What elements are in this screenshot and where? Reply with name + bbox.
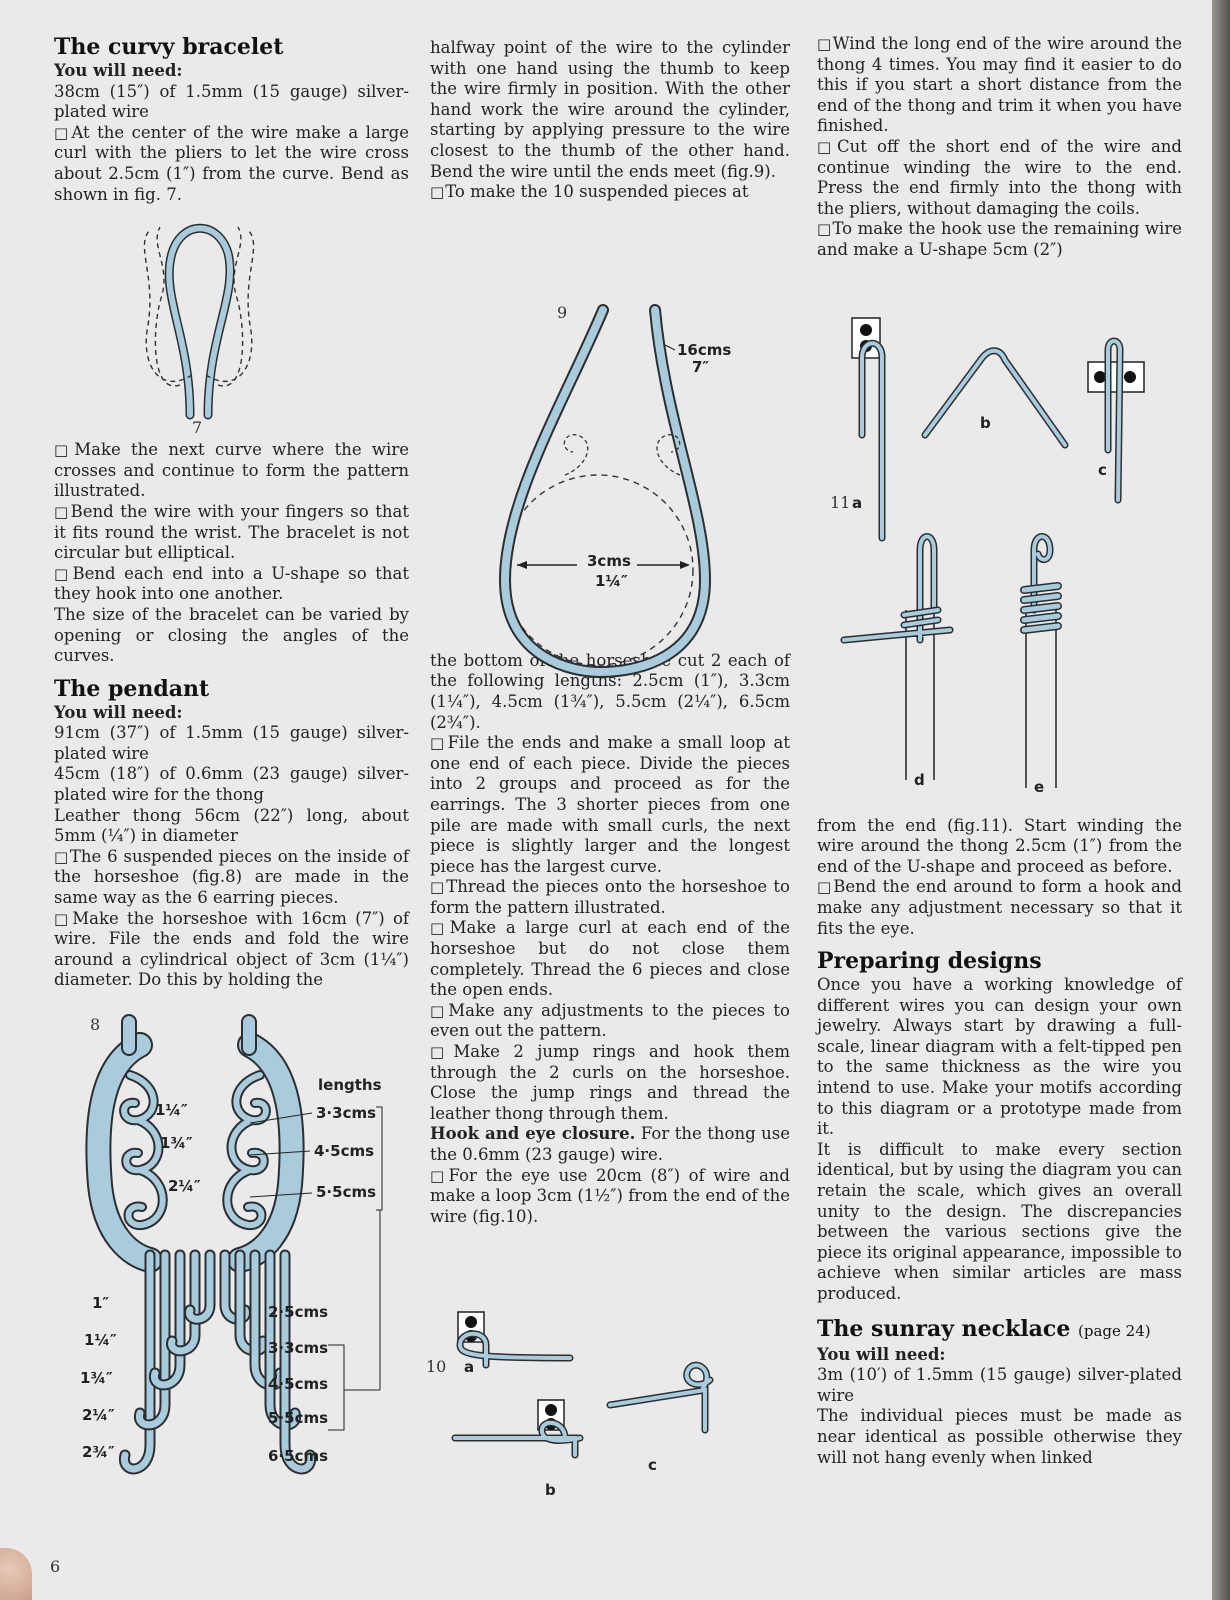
figure-8-left-label: 1¼″ [84, 1331, 117, 1349]
sunray-page-ref: (page 24) [1078, 1321, 1151, 1340]
page-edge [1212, 0, 1230, 1600]
bracelet-step: □ Make the next curve where the wire crosses and continue to form the pattern illustrated. [54, 440, 409, 502]
sunray-title: The sunray necklace [817, 1315, 1071, 1342]
bracelet-material: 38cm (15″) of 1.5mm (15 gauge) silver-plated wire [54, 81, 409, 122]
pendant-step: □ Make the horseshoe with 16cm (7″) of wire. File the ends and fold the wire around a cylindrical object of 3cm (1¼″) diameter. Do this by holding the [54, 909, 409, 991]
figure-8-side-label: 3·3cms [316, 1104, 377, 1122]
pendant-step: the bottom of the horseshoe cut 2 each of the following lengths: 2.5cm (1″), 3.3cm (1¼″), 4.5cm (1¾″), 5.5cm (2¼″), 6.5cm (2¾″). [430, 650, 790, 732]
pendant-step: □ File the ends and make a small loop at one end of each piece. Divide the pieces into 2 groups and proceed as for the earrings. The 3 shorter pieces from one pile are made with small curls, the next piece is slightly larger and the longest piece has the largest curve. [430, 733, 790, 877]
designs-paragraph: It is difficult to make every section identical, but by using the diagram you can retain the scale, which gives an overall unity to the design. The discrepancies between the various sections give the piece its original appearance, impossible to achieve when similar articles are mass produced. [817, 1139, 1182, 1303]
hook-eye-heading: Hook and eye closure. [430, 1124, 636, 1144]
figure-8-bottom-label: 5·5cms [268, 1409, 329, 1427]
figure-11-number: 11 [830, 493, 851, 512]
figure-7-number: 7 [192, 418, 203, 437]
figure-8-bottom-label: 3·3cms [268, 1339, 329, 1357]
bracelet-need-label: You will need: [54, 61, 183, 80]
figure-8-left-label: 2¾″ [82, 1443, 115, 1461]
figure-8 [80, 1005, 410, 1525]
sunray-need-label: You will need: [817, 1344, 946, 1364]
figure-11 [830, 310, 1170, 810]
bracelet-heading: The curvy bracelet [54, 34, 284, 60]
figure-8-bottom-label: 2·5cms [268, 1303, 329, 1321]
figure-9-length: 16cms [677, 341, 732, 359]
figure-9-length-inches: 7″ [692, 358, 710, 376]
figure-10-label-c: c [648, 1456, 657, 1474]
figure-10-label-a: a [464, 1358, 475, 1376]
pendant-material: Leather thong 56cm (22″) long, about 5mm (¼″) in diameter [54, 805, 409, 846]
figure-9-diameter: 3cms [587, 552, 631, 570]
figure-11-label-b: b [980, 414, 991, 432]
hook-eye-step: □ Wind the long end of the wire around the thong 4 times. You may find it easier to do this if you start a short distance from the end of the thong and trim it when you have finished. [817, 34, 1182, 137]
figure-8-inner-label: 2¼″ [168, 1177, 201, 1195]
figure-11-label-a: a [852, 494, 863, 512]
figure-8-bottom-label: 4·5cms [268, 1375, 329, 1393]
figure-11-label-c: c [1098, 461, 1107, 479]
hook-eye-text: For the thong use the 0.6mm (23 gauge) wire. [430, 1124, 790, 1164]
figure-8-left-label: 1″ [92, 1294, 110, 1312]
pendant-material: 91cm (37″) of 1.5mm (15 gauge) silver-plated wire [54, 723, 409, 763]
sunray-note: The individual pieces must be made as near identical as possible otherwise they will not hang evenly when linked [817, 1406, 1182, 1467]
hook-eye-step: □ Cut off the short end of the wire and continue winding the wire to the end. Press the end firmly into the thong with the pliers, without damaging the coils. [817, 137, 1182, 219]
figure-8-side-label: 4·5cms [314, 1142, 375, 1160]
figure-10-number: 10 [426, 1357, 447, 1376]
hook-eye-step: □ To make the hook use the remaining wire and make a U-shape 5cm (2″) [817, 219, 1182, 260]
figure-10-label-b: b [545, 1481, 556, 1499]
figure-8-side-label: 5·5cms [316, 1183, 377, 1201]
figure-9-diameter-inches: 1¼″ [595, 572, 628, 590]
figure-11-label-e: e [1034, 778, 1045, 796]
pendant-heading: The pendant [54, 675, 210, 702]
pendant-step: □ Make any adjustments to the pieces to even out the pattern. [430, 1001, 790, 1042]
pendant-need-label: You will need: [54, 702, 183, 722]
sunray-heading [817, 1315, 1182, 1345]
figure-8-inner-label: 1¾″ [160, 1134, 193, 1152]
figure-8-inner-label: 1¼″ [155, 1101, 188, 1119]
hook-eye-step: □ For the eye use 20cm (8″) of wire and make a loop 3cm (1½″) from the end of the wire (fig.10). [430, 1166, 790, 1228]
bracelet-step: □ At the center of the wire make a large curl with the pliers to let the wire cross about 2.5cm (1″) from the curve. Bend as shown in fig. 7. [54, 123, 409, 205]
hook-eye-step: from the end (fig.11). Start winding the wire around the thong 2.5cm (1″) from the end of the U-shape and proceed as before. [817, 815, 1182, 876]
column-1 [54, 33, 409, 991]
designs-paragraph: Once you have a working knowledge of different wires you can design your own jewelry. Always start by drawing a full-scale, linear diagram with a felt-tipped pen to the same thickness as the wire you intend to use. Make your motifs according to this diagram or a prototype made from it. [817, 975, 1182, 1139]
pendant-step: □ The 6 suspended pieces on the inside of the horseshoe (fig.8) are made in the same way as the 6 earring pieces. [54, 847, 409, 909]
hook-eye-step: □ Bend the end around to form a hook and make any adjustment necessary so that it fits the eye. [817, 877, 1182, 939]
sunray-material: 3m (10′) of 1.5mm (15 gauge) silver-plated wire [817, 1365, 1182, 1405]
bracelet-step: □ Bend the wire with your fingers so that it fits round the wrist. The bracelet is not circular but elliptical. [54, 502, 409, 564]
figure-8-number: 8 [90, 1015, 101, 1034]
pendant-step: halfway point of the wire to the cylinder with one hand using the thumb to keep the wire firmly in position. With the other hand work the wire around the cylinder, starting by applying pressure to the wire closest to the thumb of the other hand. Bend the wire until the ends meet (fig.9). [430, 38, 790, 181]
figure-8-lengths-title: lengths [318, 1076, 382, 1094]
page-number: 6 [50, 1557, 61, 1576]
figure-9-number: 9 [557, 303, 568, 322]
figure-9 [495, 300, 755, 690]
figure-8-left-label: 1¾″ [80, 1369, 113, 1387]
designs-heading: Preparing designs [817, 948, 1042, 975]
figure-10 [420, 1310, 750, 1505]
figure-7 [130, 215, 350, 440]
pendant-step: □ Make a large curl at each end of the horseshoe but do not close them completely. Thread the 6 pieces and close the open ends. [430, 918, 790, 1000]
hook-eye-paragraph [430, 1124, 790, 1165]
pendant-step: □ Thread the pieces onto the horseshoe to form the pattern illustrated. [430, 877, 790, 918]
pendant-step: □ Make 2 jump rings and hook them through the 2 curls on the horseshoe. Close the jump rings and thread the leather thong through them. [430, 1042, 790, 1124]
pendant-step: □ To make the 10 suspended pieces at [430, 182, 790, 203]
pendant-material: 45cm (18″) of 0.6mm (23 gauge) silver-plated wire for the thong [54, 764, 409, 805]
figure-8-bottom-label: 6·5cms [268, 1447, 329, 1465]
figure-11-label-d: d [914, 771, 925, 789]
bracelet-note: The size of the bracelet can be varied by opening or closing the angles of the curves. [54, 604, 409, 666]
bracelet-step: □ Bend each end into a U-shape so that they hook into one another. [54, 564, 409, 605]
figure-8-left-label: 2¼″ [82, 1406, 115, 1424]
